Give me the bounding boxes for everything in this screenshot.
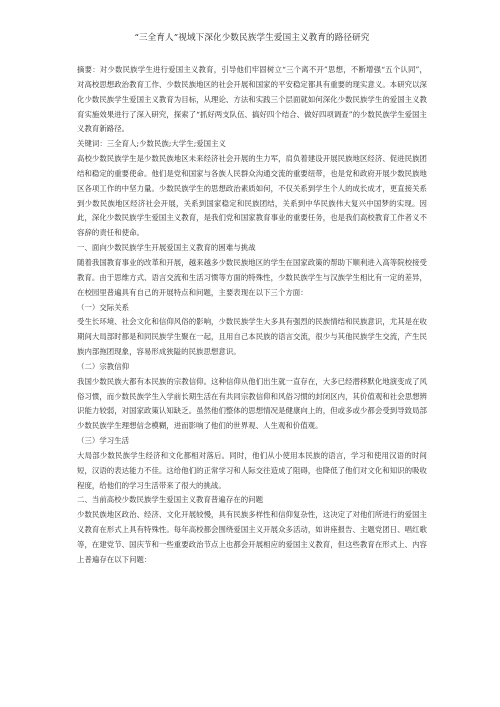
document-title: “三全育人”视域下深化少数民族学生爱国主义教育的路径研究	[134, 33, 370, 43]
subsection-heading-3: （三）学习生活	[77, 436, 130, 446]
subsection-heading-2: （二）宗教信仰	[77, 361, 130, 371]
abstract-paragraph: 摘要：对少数民族学生进行爱国主义教育，引导他们牢固树立“三个离不开”思想，不断增强“五个认同”，对高校思想政治教育工作、少数民族地区的社会开展和国家的平安稳定都具有重要的现实意义。本研究以深化少数民族学生爱国主义教育为目标，从理论、方法和实践三个层面就如何深化少数民族学生的爱国主义教育实施效果进行了深入研究，探索了“抓好两支队伍、搞好四个结合、做好四项调查”的少数民族学生爱国主义教育新路径。	[77, 65, 427, 134]
document-page	[77, 32, 427, 568]
section-heading-2: 二、当前高校少数民族学生爱国主义教育普遍存在的问题	[77, 495, 264, 505]
section-1-intro-paragraph: 随着我国教育事业的改革和开展，越来越多少数民族地区的学生在国家政策的帮助下顺利进入高等院校接受教育。由于思维方式、语言交流和生活习惯等方面的特殊性，少数民族学生与汉族学生相比有一定的差异，在校园里普遍具有自己的开展特点和问题，主要表现在以下三个方面：	[77, 257, 427, 297]
section-heading-1: 一、面向少数民族学生开展爱国主义教育的困难与挑战	[77, 243, 256, 253]
subsection-3-paragraph: 大局部少数民族学生经济和文化都相对落后。同时，他们从小使用本民族的语言，学习和使用汉语的时间短，汉语的表达能力不佳。这给他们的正常学习和人际交往造成了阻碍，也降低了他们对文化和知识的吸收程度，给他们的学习生活带来了很大的挑战。	[77, 450, 427, 490]
section-2-paragraph: 少数民族地区政治、经济、文化开展较慢，具有民族多样性和信仰复杂性，这决定了对他们所进行的爱国主义教育在形式上具有特殊性。每年高校都会围绕爱国主义开展众多活动，如讲座报告、主题党团日、唱红歌等，在建党节、国庆节和一些重要政治节点上也都会开展相应的爱国主义教育，但这些教育在形式上、内容上普遍存在以下问题：	[77, 510, 427, 564]
subsection-1-paragraph: 受生长环境、社会文化和信仰风俗的影响，少数民族学生大多具有强烈的民族情结和民族意识，尤其是在收期间大局部时都是和同民族学生聚在一起，且用自己本民族的语言交流，很少与其他民族学生交流，产生民族内部拖团现象，容易形成狭隘的民族思想意识。	[77, 317, 427, 357]
intro-paragraph: 高校少数民族学生是少数民族地区未来经济社会开展的生力军，肩负着建设开展民族地区经济、促进民族团结和稳定的重要使命。他们是党和国家与各族人民群众沟通交流的重要纽带，也是党和政府开展少数民族地区各项工作的中坚力量。少数民族学生的思想政治素质如何，不仅关系到学生个人的成长成才，更直接关系到少数民族地区经济社会开展，关系到国家稳定和民族团结，关系到中华民族伟大复兴中国梦的实现。因此，深化少数民族学生爱国主义教育，是我们党和国家教育事业的重要任务，也是我们高校教育工作者义不容辞的责任和使命。	[77, 154, 427, 238]
keywords-line: 关键词：三全育人;少数民族;大学生;爱国主义	[77, 139, 226, 149]
subsection-heading-1: （一）交际关系	[77, 302, 130, 312]
subsection-2-paragraph: 我国少数民族大都有本民族的宗教信仰。这种信仰从他们出生就一直存在，大多已经潜移默化地演变成了风俗习惯，而少数民族学生入学前长期生活在有共同宗教信仰和风俗习惯的封闭区内，其价值观和社会思想辨识能力较弱，对国家政策认知缺乏。虽然他们整体的思想情况是健康向上的，但或多或少都会受到导致局部少数民族学生理想信念模糊，进而影响了他们的世界观、人生观和价值观。	[77, 376, 427, 431]
